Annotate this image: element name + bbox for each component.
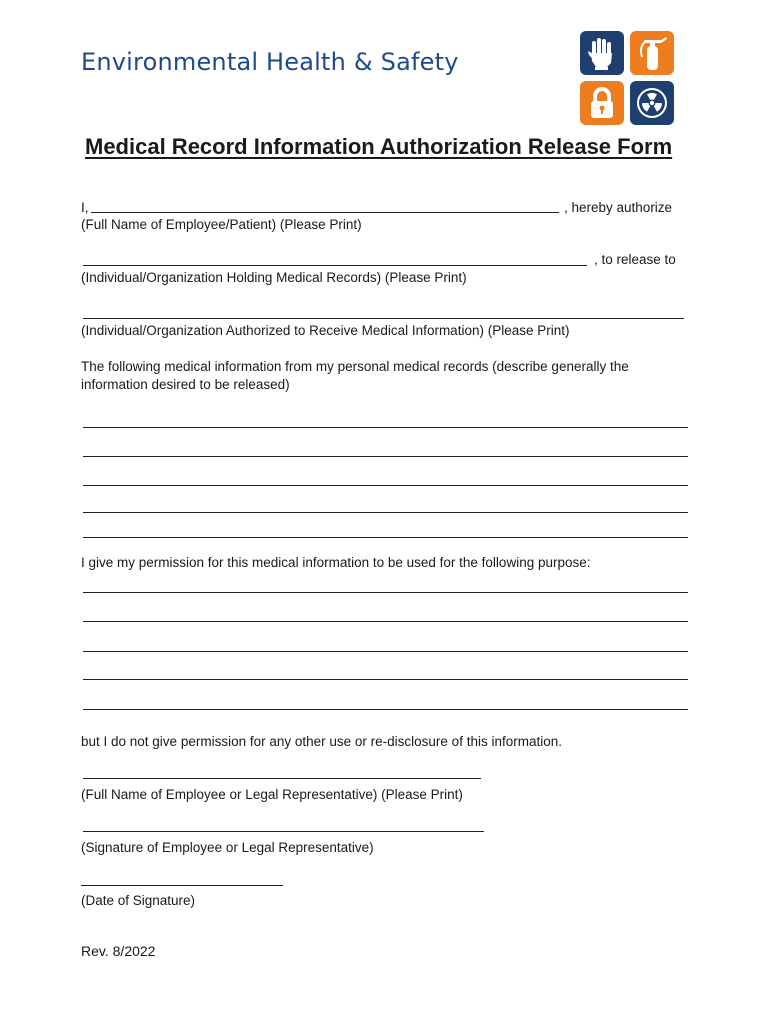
signature-caption: (Signature of Employee or Legal Representative) [81, 840, 374, 855]
info-field-line[interactable] [83, 512, 688, 513]
revision-note: Rev. 8/2022 [81, 943, 156, 959]
employee-name-caption: (Full Name of Employee/Patient) (Please Print) [81, 217, 362, 232]
fire-extinguisher-icon [630, 31, 674, 75]
info-field-line[interactable] [83, 485, 688, 486]
info-description-line1: The following medical information from my personal medical records (describe generally the [81, 359, 629, 374]
recipient-field[interactable] [83, 318, 684, 319]
signature-date-field[interactable] [81, 885, 283, 886]
info-field-line[interactable] [83, 537, 688, 538]
form-title: Medical Record Information Authorization Release Form [85, 134, 673, 159]
representative-name-caption: (Full Name of Employee or Legal Representative) (Please Print) [81, 787, 463, 802]
info-description-line2: information desired to be released) [81, 377, 290, 392]
info-field-line[interactable] [83, 456, 688, 457]
radiation-icon [630, 81, 674, 125]
recipient-caption: (Individual/Organization Authorized to Receive Medical Information) (Please Print) [81, 323, 570, 338]
signature-date-caption: (Date of Signature) [81, 893, 196, 908]
glove-icon [580, 31, 624, 75]
lock-icon [580, 81, 624, 125]
no-other-use-statement: but I do not give permission for any other use or re-disclosure of this information. [81, 734, 562, 749]
signature-field[interactable] [83, 831, 484, 832]
purpose-field-line[interactable] [83, 679, 688, 680]
purpose-field-line[interactable] [83, 651, 688, 652]
representative-name-field[interactable] [83, 778, 481, 779]
record-holder-field[interactable] [83, 265, 587, 266]
ehs-logo [580, 31, 676, 127]
department-name: Environmental Health & Safety [81, 48, 459, 76]
authorize-suffix: , hereby authorize [564, 200, 673, 215]
purpose-field-line[interactable] [83, 709, 688, 710]
info-field-line[interactable] [83, 427, 688, 428]
employee-name-field[interactable] [91, 212, 559, 213]
authorize-prefix: I, [81, 200, 89, 215]
purpose-statement: I give my permission for this medical information to be used for the following purpose: [81, 555, 591, 570]
purpose-field-line[interactable] [83, 592, 688, 593]
record-holder-caption: (Individual/Organization Holding Medical Records) (Please Print) [81, 270, 467, 285]
purpose-field-line[interactable] [83, 621, 688, 622]
release-suffix: , to release to [594, 252, 676, 267]
